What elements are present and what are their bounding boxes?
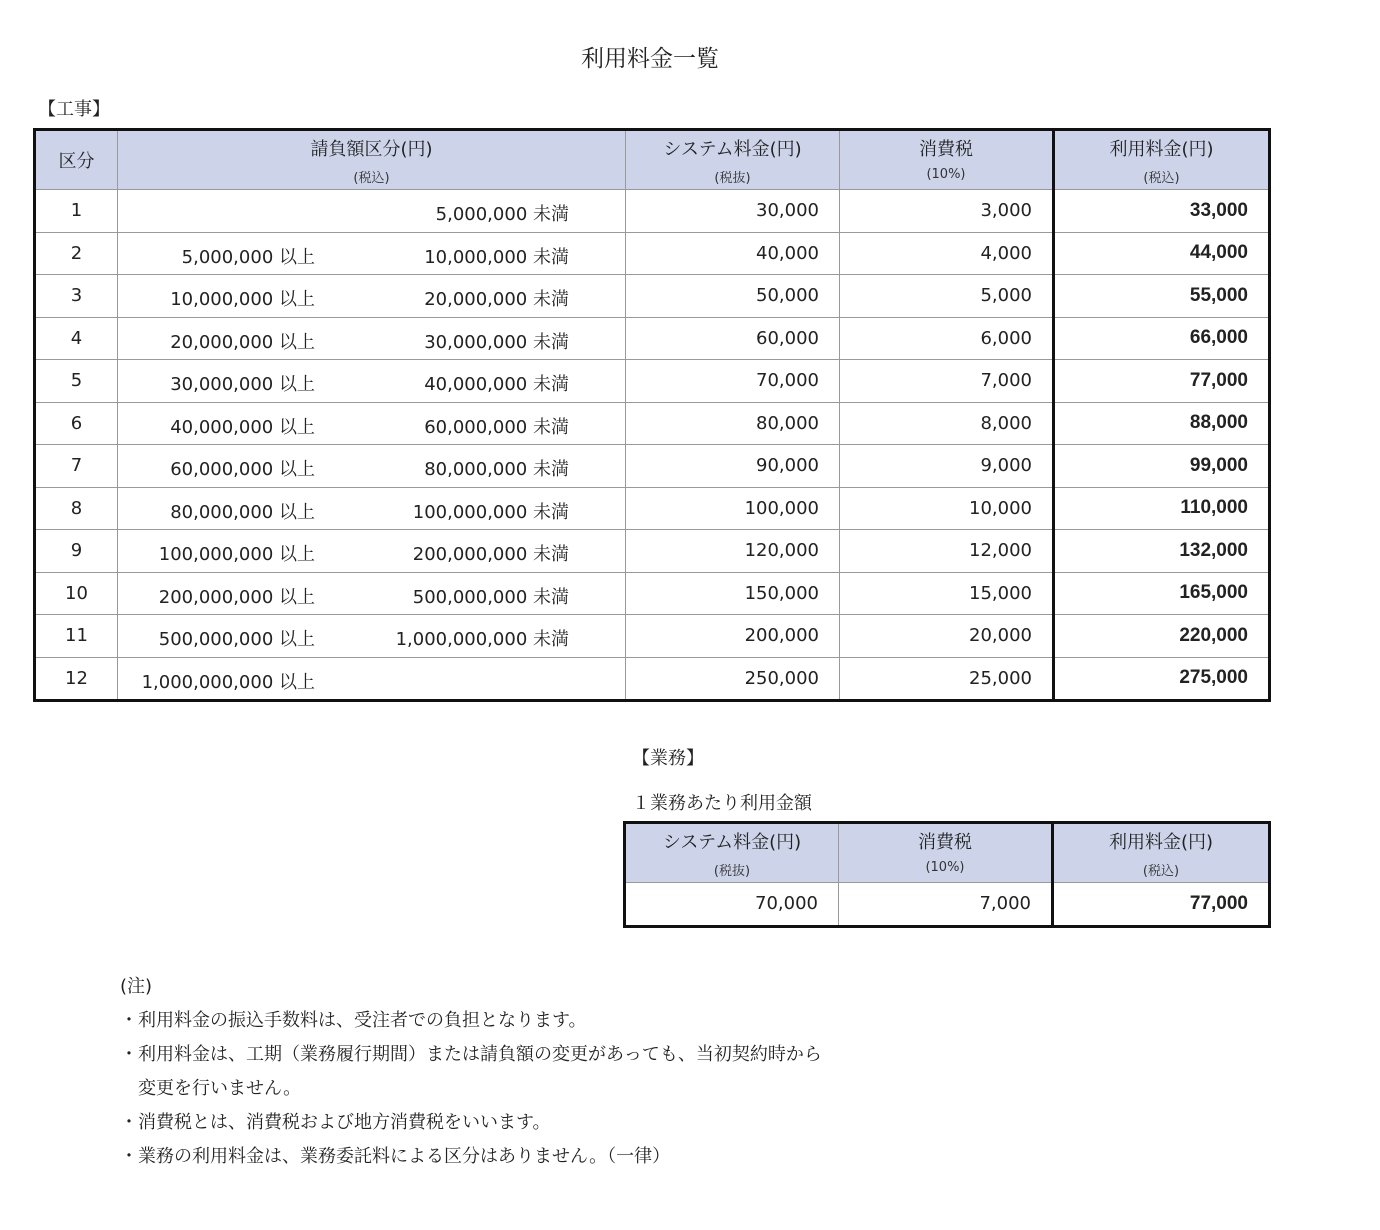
category-cell: 7	[35, 445, 118, 488]
tax-cell: 25,000	[840, 657, 1054, 701]
category-cell: 10	[35, 572, 118, 615]
tax-cell: 7,000	[839, 883, 1053, 927]
header-category: 区分	[35, 130, 118, 190]
contract-range-cell	[118, 657, 626, 701]
usage-fee-cell: 77,000	[1054, 360, 1270, 403]
contract-range-cell	[118, 190, 626, 233]
contract-range-cell	[118, 317, 626, 360]
contract-range-cell	[118, 487, 626, 530]
range-upper: 1,000,000,000 未満	[395, 629, 569, 650]
tax-cell: 6,000	[840, 317, 1054, 360]
table-header-row	[35, 130, 1270, 190]
tax-cell: 7,000	[840, 360, 1054, 403]
table-row	[35, 572, 1270, 615]
system-fee-cell: 150,000	[626, 572, 840, 615]
range-upper: 80,000,000 未満	[424, 459, 569, 480]
system-fee-cell: 50,000	[626, 275, 840, 318]
category-cell: 8	[35, 487, 118, 530]
range-lower: 30,000,000 以上	[170, 374, 315, 395]
system-fee-cell: 70,000	[625, 883, 839, 927]
range-upper: 10,000,000 未満	[424, 246, 569, 268]
range-lower: 1,000,000,000 以上	[141, 671, 315, 693]
table-row	[35, 615, 1270, 658]
usage-fee-cell: 77,000	[1053, 883, 1270, 927]
range-upper: 20,000,000 未満	[424, 289, 569, 310]
table-row	[35, 275, 1270, 318]
contract-range-cell	[118, 232, 626, 275]
tax-cell: 15,000	[840, 572, 1054, 615]
tax-cell: 3,000	[840, 190, 1054, 233]
note-item: ・業務の利用料金は、業務委託料による区分はありません。（一律）	[120, 1146, 671, 1167]
range-lower: 40,000,000 以上	[170, 416, 315, 438]
note-item: ・利用料金の振込手数料は、受注者での負担となります。	[120, 1010, 587, 1031]
header-system-fee: システム料金(円) (税抜)	[626, 130, 840, 190]
tax-cell: 4,000	[840, 232, 1054, 275]
table-row	[35, 530, 1270, 573]
tax-cell: 12,000	[840, 530, 1054, 573]
range-upper: 500,000,000 未満	[412, 586, 569, 608]
system-fee-cell: 40,000	[626, 232, 840, 275]
usage-fee-cell: 110,000	[1054, 487, 1270, 530]
table-header-row	[625, 823, 1270, 883]
usage-fee-cell: 55,000	[1054, 275, 1270, 318]
system-fee-cell: 30,000	[626, 190, 840, 233]
usage-fee-cell: 165,000	[1054, 572, 1270, 615]
contract-range-cell	[118, 402, 626, 445]
usage-fee-cell: 275,000	[1054, 657, 1270, 701]
tax-cell: 20,000	[840, 615, 1054, 658]
contract-range-cell	[118, 572, 626, 615]
range-upper: 5,000,000 未満	[435, 204, 569, 225]
range-upper: 60,000,000 未満	[424, 416, 569, 438]
header-consumption-tax: 消費税 (10%)	[839, 823, 1053, 883]
note-item: ・消費税とは、消費税および地方消費税をいいます。	[120, 1112, 551, 1133]
category-cell: 5	[35, 360, 118, 403]
system-fee-cell: 90,000	[626, 445, 840, 488]
tax-cell: 8,000	[840, 402, 1054, 445]
category-cell: 9	[35, 530, 118, 573]
usage-fee-cell: 44,000	[1054, 232, 1270, 275]
table-row	[35, 190, 1270, 233]
business-caption: １業務あたり利用金額	[632, 793, 812, 814]
category-cell: 1	[35, 190, 118, 233]
range-lower: 5,000,000 以上	[181, 246, 315, 268]
category-cell: 12	[35, 657, 118, 701]
tax-cell: 9,000	[840, 445, 1054, 488]
range-upper: 200,000,000 未満	[412, 544, 569, 565]
contract-range-cell	[118, 275, 626, 318]
range-upper: 30,000,000 未満	[424, 331, 569, 353]
table-row	[625, 883, 1270, 927]
range-lower: 60,000,000 以上	[170, 459, 315, 480]
contract-range-cell	[118, 445, 626, 488]
header-system-fee: システム料金(円) (税抜)	[625, 823, 839, 883]
contract-range-cell	[118, 530, 626, 573]
category-cell: 2	[35, 232, 118, 275]
contract-range-cell	[118, 360, 626, 403]
header-usage-fee: 利用料金(円) (税込)	[1053, 823, 1270, 883]
usage-fee-cell: 66,000	[1054, 317, 1270, 360]
note-item: ・利用料金は、工期（業務履行期間）または請負額の変更があっても、当初契約時から	[120, 1044, 822, 1065]
range-lower: 500,000,000 以上	[158, 629, 315, 650]
system-fee-cell: 80,000	[626, 402, 840, 445]
notes-block	[120, 970, 822, 1174]
table-row	[35, 360, 1270, 403]
contract-range-cell	[118, 615, 626, 658]
range-lower: 80,000,000 以上	[170, 501, 315, 523]
category-cell: 11	[35, 615, 118, 658]
usage-fee-cell: 33,000	[1054, 190, 1270, 233]
usage-fee-cell: 88,000	[1054, 402, 1270, 445]
range-upper: 100,000,000 未満	[412, 501, 569, 523]
construction-section-label: 【工事】	[38, 99, 110, 120]
table-row	[35, 657, 1270, 701]
header-contract-range: 請負額区分(円) (税込)	[118, 130, 626, 190]
table-row	[35, 317, 1270, 360]
category-cell: 4	[35, 317, 118, 360]
range-lower: 20,000,000 以上	[170, 331, 315, 353]
range-lower: 200,000,000 以上	[158, 586, 315, 608]
page-title: 利用料金一覧	[581, 46, 719, 72]
category-cell: 6	[35, 402, 118, 445]
business-fee-table	[623, 821, 1271, 928]
system-fee-cell: 200,000	[626, 615, 840, 658]
note-item: 変更を行いません。	[120, 1078, 302, 1099]
table-row	[35, 487, 1270, 530]
notes-heading: (注)	[120, 976, 153, 997]
construction-fee-table	[33, 128, 1271, 702]
tax-cell: 5,000	[840, 275, 1054, 318]
table-row	[35, 445, 1270, 488]
usage-fee-cell: 132,000	[1054, 530, 1270, 573]
usage-fee-cell: 220,000	[1054, 615, 1270, 658]
system-fee-cell: 250,000	[626, 657, 840, 701]
header-consumption-tax: 消費税 (10%)	[840, 130, 1054, 190]
business-section-label: 【業務】	[632, 748, 704, 769]
system-fee-cell: 70,000	[626, 360, 840, 403]
table-row	[35, 402, 1270, 445]
tax-cell: 10,000	[840, 487, 1054, 530]
header-usage-fee: 利用料金(円) (税込)	[1054, 130, 1270, 190]
usage-fee-cell: 99,000	[1054, 445, 1270, 488]
category-cell: 3	[35, 275, 118, 318]
system-fee-cell: 60,000	[626, 317, 840, 360]
range-upper: 40,000,000 未満	[424, 374, 569, 395]
range-lower: 100,000,000 以上	[158, 544, 315, 565]
range-lower: 10,000,000 以上	[170, 289, 315, 310]
system-fee-cell: 120,000	[626, 530, 840, 573]
system-fee-cell: 100,000	[626, 487, 840, 530]
table-row	[35, 232, 1270, 275]
